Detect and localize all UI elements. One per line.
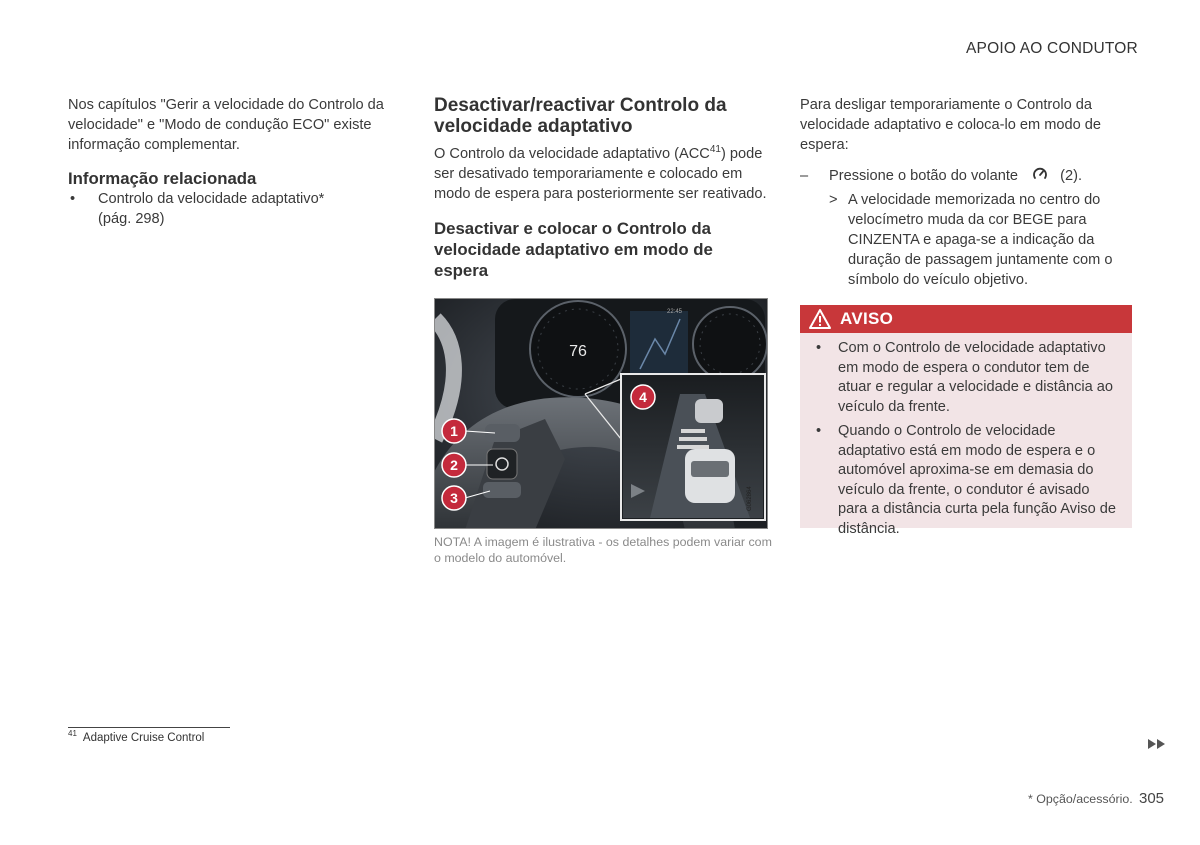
image-code: G062864: [747, 486, 753, 511]
column-2: [434, 95, 769, 281]
warning-header: [800, 305, 1132, 333]
related-heading: Informação relacionada: [68, 169, 257, 188]
svg-text:3: 3: [450, 490, 458, 506]
step-dash: –: [800, 168, 809, 184]
warning-triangle-icon: [800, 308, 840, 330]
related-item[interactable]: [68, 189, 403, 229]
warning-box: [800, 305, 1132, 537]
result-text: A velocidade memorizada no centro do velocímetro muda da cor BEGE para CINZENTA e apaga-se a indicação da duração de passagem juntamente com o símbolo do veículo objetivo.: [848, 192, 1113, 288]
speed-gauge-icon: [1032, 166, 1048, 182]
svg-text:1: 1: [450, 423, 458, 439]
continue-arrow-icon[interactable]: [1148, 736, 1166, 754]
bullet-icon: •: [70, 191, 76, 207]
related-page-ref[interactable]: (pág. 298): [98, 211, 165, 227]
result-marker: >: [829, 192, 838, 208]
column-1: [68, 95, 403, 229]
footnote-ref[interactable]: 41: [709, 144, 721, 156]
column-3: [800, 95, 1132, 290]
illustration-svg: [435, 299, 768, 529]
footnote-rule: [68, 727, 230, 728]
step-row: [800, 166, 1132, 186]
warning-item: • Quando o Controlo de velocidade adaptativo está em modo de espera e o automóvel aproxima-se em demasia do veículo da frente, o condutor é avisado para a distância curta pela função Aviso de distância.: [810, 422, 1120, 539]
marker-1: [442, 419, 466, 443]
bullet-icon: •: [816, 340, 822, 356]
footnote: [68, 729, 205, 744]
speed-readout: 76: [569, 343, 587, 360]
svg-text:2: 2: [450, 457, 458, 473]
marker-4: [631, 385, 655, 409]
marker-3: [442, 486, 466, 510]
svg-text:4: 4: [639, 389, 647, 405]
standby-intro: Para desligar temporariamente o Controlo da velocidade adaptativo e coloca-lo em modo de espera:: [800, 97, 1101, 153]
figure-caption: NOTA! A imagem é ilustrativa - os detalhes podem variar com o modelo do automóvel.: [434, 535, 772, 565]
step-text: Pressione o botão do volante: [829, 168, 1019, 184]
result-row: [800, 190, 1132, 290]
section-title: Desactivar/reactivar Controlo da velocidade adaptativo: [434, 95, 727, 137]
clock-readout: 22:45: [667, 309, 683, 315]
section-header: APOIO AO CONDUTOR: [966, 40, 1138, 57]
intro-paragraph: Nos capítulos "Gerir a velocidade do Controlo da velocidade" e "Modo de condução ECO" existe informação complementar.: [68, 97, 384, 153]
warning-item: • Com o Controlo de velocidade adaptativo em modo de espera o condutor tem de atuar e regular a velocidade e distância ao veículo da frente.: [810, 339, 1120, 417]
footnote-number: 41: [68, 729, 77, 739]
bullet-icon: •: [816, 423, 822, 439]
marker-2: [442, 453, 466, 477]
subheading: Desactivar e colocar o Controlo da velocidade adaptativo em modo de espera: [434, 219, 713, 280]
option-note: * Opção/acessório.: [1028, 792, 1133, 806]
related-link[interactable]: Controlo da velocidade adaptativo*: [98, 191, 325, 207]
warning-body: [800, 333, 1132, 539]
acc-intro: O Controlo da velocidade adaptativo (ACC$^{41}$) pode ser desativado temporariamente e colocado em modo de espera para posteriormente ser reativado.: [434, 144, 767, 202]
page-number: 305: [1139, 790, 1165, 807]
footnote-text: Adaptive Cruise Control: [82, 732, 205, 744]
warning-title: AVISO: [840, 309, 894, 328]
steering-wheel-illustration: [434, 298, 768, 529]
step-ref: (2).: [1060, 168, 1083, 184]
